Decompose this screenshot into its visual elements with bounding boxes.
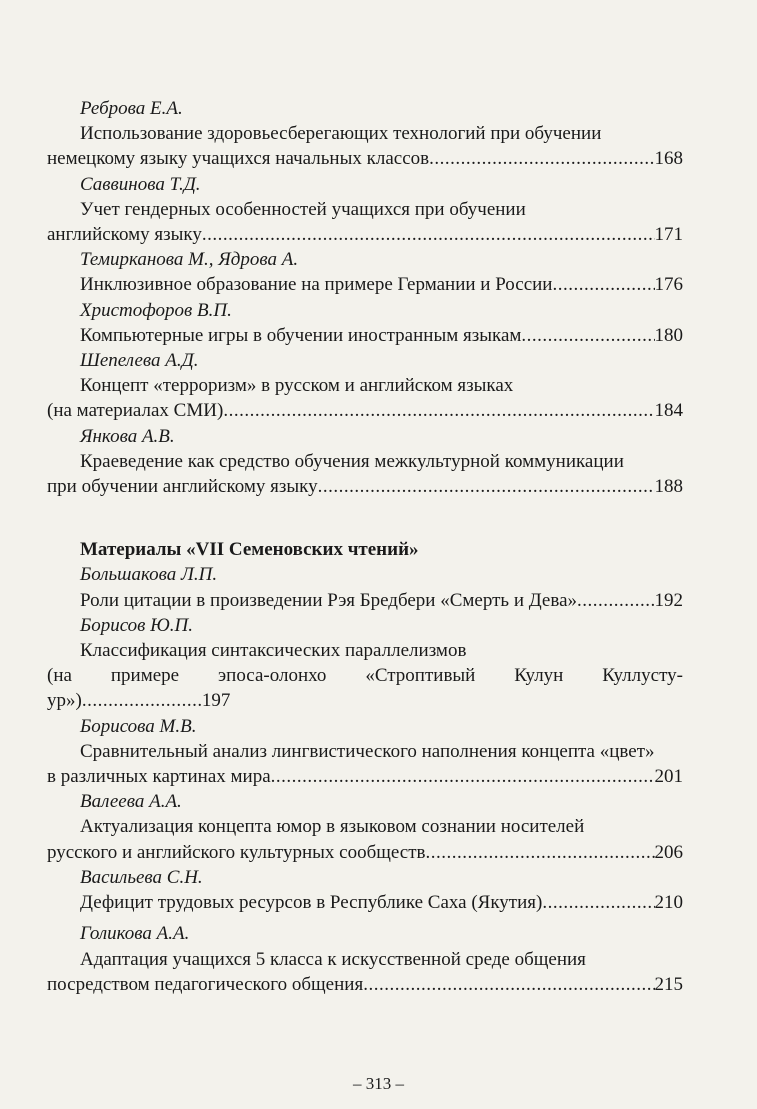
entry-title-line <box>47 398 683 423</box>
entry-page-number: 168 <box>654 148 683 170</box>
toc-entry <box>47 789 683 865</box>
entry-title-line <box>47 638 683 663</box>
entry-author: Васильева С.Н. <box>80 866 203 888</box>
entry-page-number: 180 <box>654 324 683 346</box>
entry-title-line <box>47 474 683 499</box>
entry-title-line <box>47 947 683 972</box>
section-heading: Материалы «VII Семеновских чтений» <box>80 539 419 561</box>
entry-title-word: (на <box>47 665 72 687</box>
entry-title-line <box>47 449 683 474</box>
entry-author: Шепелева А.Д. <box>80 350 199 372</box>
dot-leader <box>552 272 654 297</box>
entry-title-line <box>47 663 683 688</box>
entry-author: Валеева А.А. <box>80 791 182 813</box>
entry-title-text: Использование здоровьесберегающих технологий при обучении <box>80 123 602 145</box>
entry-title-line <box>47 764 683 789</box>
entry-title-text: Актуализация концепта юмор в языковом сознании носителей <box>80 816 585 838</box>
toc-entry <box>47 424 683 500</box>
dot-leader <box>82 688 202 713</box>
entry-title-text: (на материалах СМИ) <box>47 400 224 422</box>
dot-leader <box>542 890 654 915</box>
entry-author: Борисова М.В. <box>80 715 197 737</box>
entry-title-line <box>47 739 683 764</box>
entry-title-text: Инклюзивное образование на примере Германии и России <box>80 274 553 296</box>
entry-title-text: Дефицит трудовых ресурсов в Республике Саха (Якутия) <box>80 892 543 914</box>
entry-title-text: английскому языку <box>47 224 202 246</box>
entry-page-number: 171 <box>654 224 683 246</box>
entry-title-text: Учет гендерных особенностей учащихся при обучении <box>80 198 526 220</box>
entry-title-text: Краеведение как средство обучения межкультурной коммуникации <box>80 450 624 472</box>
entry-author: Голикова А.А. <box>80 923 190 945</box>
entry-title-line <box>47 890 683 915</box>
toc-entry <box>47 247 683 297</box>
toc-entry <box>47 921 683 997</box>
entry-title-line <box>47 323 683 348</box>
entry-title-line <box>47 840 683 865</box>
toc-entry <box>47 348 683 424</box>
entry-author: Саввинова Т.Д. <box>80 173 201 195</box>
entry-title-text: Компьютерные игры в обучении иностранным языкам <box>80 324 522 346</box>
dot-leader <box>577 588 654 613</box>
dot-leader <box>429 146 654 171</box>
entry-title-word: эпоса-олонхо <box>218 665 327 687</box>
entry-page-number: 201 <box>654 766 683 788</box>
toc-entry <box>47 96 683 172</box>
table-of-contents <box>47 96 683 997</box>
entry-title-line <box>47 222 683 247</box>
entry-title-text: ур») <box>47 690 82 712</box>
toc-entry <box>47 298 683 348</box>
entry-title-line <box>47 688 683 713</box>
toc-entry <box>47 714 683 790</box>
entry-author: Янкова А.В. <box>80 425 175 447</box>
entry-author: Борисов Ю.П. <box>80 614 193 636</box>
dot-leader <box>363 972 654 997</box>
dot-leader <box>521 323 654 348</box>
dot-leader <box>223 398 654 423</box>
entry-title-word: примере <box>110 665 180 687</box>
dot-leader <box>318 474 655 499</box>
entry-title-word: Кулун <box>514 665 564 687</box>
entry-page-number: 197 <box>201 690 231 712</box>
entry-title-text: в различных картинах мира <box>47 766 271 788</box>
entry-title-word: Куллусту- <box>602 665 683 687</box>
entry-title-line <box>47 588 683 613</box>
toc-entry <box>47 865 683 915</box>
entry-title-line <box>47 197 683 222</box>
entry-page-number: 206 <box>654 841 683 863</box>
dot-leader <box>426 840 655 865</box>
entry-title-text: русского и английского культурных сообществ <box>47 841 426 863</box>
entry-title-line <box>47 373 683 398</box>
entry-author: Реброва Е.А. <box>80 98 183 119</box>
toc-entry <box>47 172 683 248</box>
dot-leader <box>271 764 655 789</box>
entry-title-line <box>47 272 683 297</box>
entry-page-number: 188 <box>654 476 683 498</box>
entry-page-number: 176 <box>654 274 683 296</box>
entry-page-number: 184 <box>654 400 683 422</box>
toc-entry <box>47 562 683 612</box>
entry-title-line <box>47 814 683 839</box>
entry-title-text: Классификация синтаксических параллелизмов <box>80 640 467 662</box>
entry-title-text: посредством педагогического общения <box>47 973 364 995</box>
entry-title-line <box>47 972 683 997</box>
entry-title-text: Адаптация учащихся 5 класса к искусственной среде общения <box>80 948 586 970</box>
page-number: – 313 – <box>353 1074 404 1093</box>
entry-author: Темирканова М., Ядрова А. <box>80 249 299 271</box>
entry-title-line <box>47 146 683 171</box>
entry-author: Христофоров В.П. <box>80 299 232 321</box>
entry-author: Большакова Л.П. <box>80 564 218 586</box>
entry-title-text: Сравнительный анализ лингвистического наполнения концепта «цвет» <box>80 740 655 762</box>
entry-title-text: Роли цитации в произведении Рэя Бредбери «Смерть и Дева» <box>80 589 578 611</box>
toc-entry <box>47 613 683 714</box>
entry-title-text: немецкому языку учащихся начальных классов <box>47 148 430 170</box>
entry-page-number: 210 <box>654 892 683 914</box>
entry-title-text: Концепт «терроризм» в русском и английском языках <box>80 375 514 397</box>
entry-page-number: 192 <box>654 589 683 611</box>
entry-page-number: 215 <box>654 973 683 995</box>
dot-leader <box>202 222 655 247</box>
entry-title-line <box>47 121 683 146</box>
entry-title-text: при обучении английскому языку <box>47 476 318 498</box>
entry-title-word: «Строптивый <box>365 665 476 687</box>
